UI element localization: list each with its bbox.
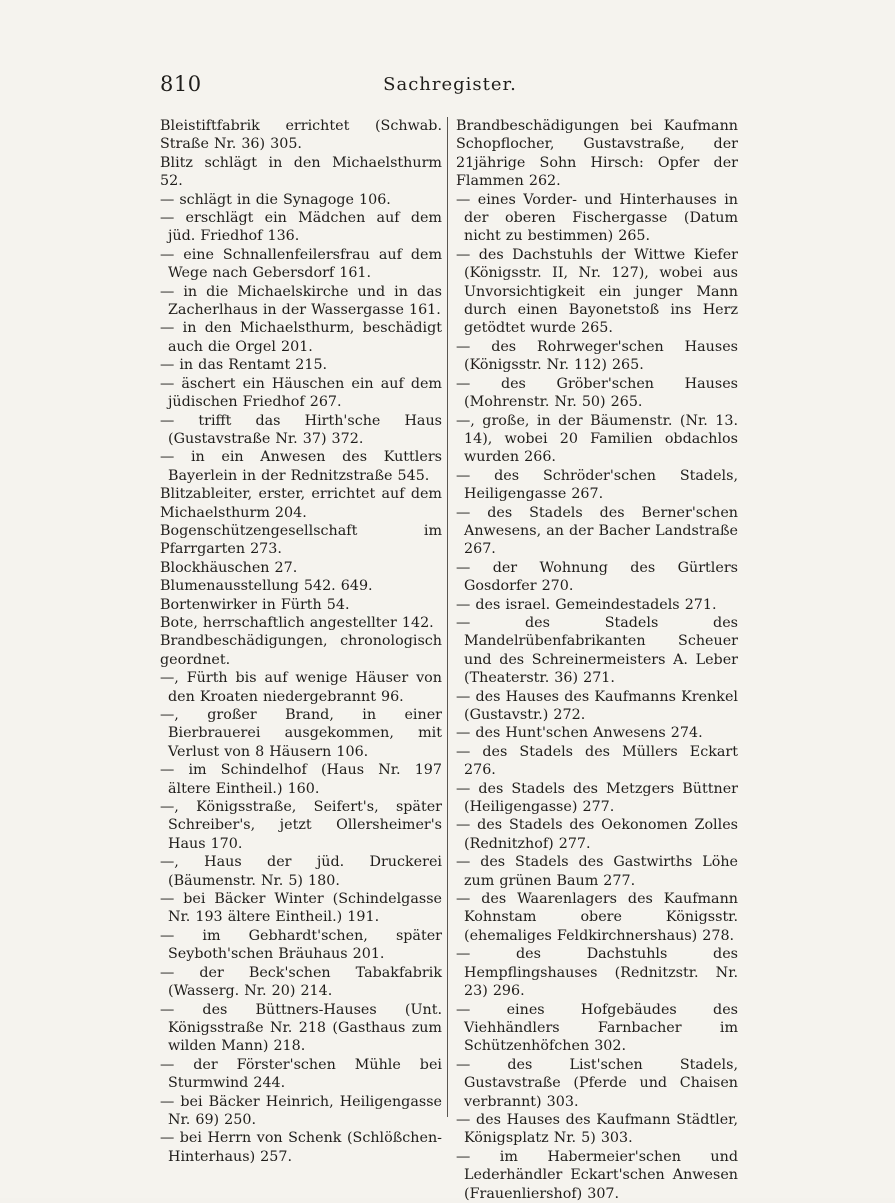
index-entry: — des Stadels des Mandelrübenfabrikanten Scheuer und des Schreinermeisters A. Leber (Theaterstr. 36) 271.: [456, 614, 738, 687]
index-entry: Blockhäuschen 27.: [160, 559, 298, 576]
index-entry: — eines Hofgebäudes des Viehhändlers Farnbacher im Schützenhöfchen 302.: [456, 1001, 738, 1055]
index-entry: — des Hauses des Kaufmanns Krenkel (Gustavstr.) 272.: [456, 688, 738, 723]
index-entry: — im Habermeier'schen und Lederhändler Eckart'schen Anwesen (Frauenliershof) 307.: [456, 1148, 738, 1202]
index-entry: Blumenausstellung 542. 649.: [160, 578, 373, 595]
index-entry: — der Beck'schen Tabakfabrik (Wasserg. Nr. 20) 214.: [160, 964, 442, 1000]
index-entry: —, große, in der Bäumenstr. (Nr. 13. 14), wobei 20 Familien obdachlos wurden 266.: [456, 412, 738, 466]
index-entry: — des Hauses des Kaufmann Städtler, Königsplatz Nr. 5) 303.: [456, 1111, 738, 1147]
index-entry: —, großer Brand, in einer Bierbrauerei ausgekommen, mit Verlust von 8 Häusern 106.: [160, 707, 442, 760]
index-entry: — bei Bäcker Heinrich, Heiligengasse Nr. 69) 250.: [160, 1093, 442, 1128]
index-entry: Bleistiftfabrik errichtet (Schwab. Straße Nr. 36) 305.: [160, 118, 442, 153]
running-title: Sachregister.: [383, 74, 517, 95]
page-header: [160, 72, 740, 102]
index-columns: [160, 117, 740, 1202]
index-entry: Bote, herrschaftlich angestellter 142.: [160, 614, 434, 631]
index-entry: — des Stadels des Müllers Eckart 276.: [456, 743, 738, 779]
index-entry: — des List'schen Stadels, Gustavstraße (Pferde und Chaisen verbrannt) 303.: [456, 1056, 738, 1110]
index-entry: — des Rohrweger'schen Hauses (Königsstr. Nr. 112) 265.: [456, 338, 738, 374]
index-entry: Bortenwirker in Fürth 54.: [160, 596, 350, 613]
index-entry: — des Stadels des Metzgers Büttner (Heiligengasse) 277.: [456, 780, 738, 816]
index-entry: — erschlägt ein Mädchen auf dem jüd. Friedhof 136.: [160, 210, 442, 245]
index-entry: —, Fürth bis auf wenige Häuser von den Kroaten niedergebrannt 96.: [160, 670, 442, 705]
index-entry: — der Förster'schen Mühle bei Sturmwind 244.: [160, 1056, 442, 1092]
index-entry: Brandbeschädigungen bei Kaufmann Schopflocher, Gustavstraße, der 21jährige Sohn Hirsch: Opfer der Flammen 262.: [456, 118, 738, 190]
index-entry: — des Dachstuhls der Wittwe Kiefer (Königsstr. II, Nr. 127), wobei aus Unvorsichtigkeit ein junger Mann durch einen Bayonetstoß ins Herz getödtet wurde 265.: [456, 246, 738, 337]
index-entry: —, Haus der jüd. Druckerei (Bäumenstr. Nr. 5) 180.: [160, 854, 442, 889]
index-entry: — des israel. Gemeindestadels 271.: [456, 596, 717, 613]
index-entry: — im Schindelhof (Haus Nr. 197 ältere Eintheil.) 160.: [160, 762, 442, 797]
index-entry: — bei Bäcker Winter (Schindelgasse Nr. 193 ältere Eintheil.) 191.: [160, 891, 442, 926]
index-entry: Blitzableiter, erster, errichtet auf dem Michaelsthurm 204.: [160, 486, 442, 521]
index-entry: — eines Vorder- und Hinterhauses in der oberen Fischergasse (Datum nicht zu bestimmen) 265.: [456, 191, 738, 245]
index-entry: Bogenschützengesellschaft im Pfarrgarten 273.: [160, 522, 442, 558]
index-entry: Brandbeschädigungen, chronologisch geordnet.: [160, 633, 442, 668]
index-entry: — des Gröber'schen Hauses (Mohrenstr. Nr. 50) 265.: [456, 375, 738, 411]
column-divider: [447, 117, 448, 1117]
left-column: [160, 117, 442, 1165]
index-entry: — des Schröder'schen Stadels, Heiligengasse 267.: [456, 467, 738, 503]
index-entry: — des Hunt'schen Anwesens 274.: [456, 725, 703, 742]
index-entry: — des Dachstuhls des Hempflingshauses (Rednitzstr. Nr. 23) 296.: [456, 946, 738, 1000]
index-entry: — in das Rentamt 215.: [160, 357, 328, 374]
index-entry: Blitz schlägt in den Michaelsthurm 52.: [160, 154, 442, 190]
page-number: 810: [160, 72, 202, 96]
index-entry: — des Stadels des Gastwirths Löhe zum grünen Baum 277.: [456, 854, 738, 889]
index-entry: — des Stadels des Oekonomen Zolles (Rednitzhof) 277.: [456, 817, 738, 852]
index-entry: — bei Herrn von Schenk (Schlößchen-Hinterhaus) 257.: [160, 1130, 442, 1165]
index-entry: — in die Michaelskirche und in das Zacherlhaus in der Wassergasse 161.: [160, 283, 442, 319]
index-entry: — in ein Anwesen des Kuttlers Bayerlein in der Rednitzstraße 545.: [160, 449, 442, 484]
index-entry: — trifft das Hirth'sche Haus (Gustavstraße Nr. 37) 372.: [160, 412, 442, 447]
right-column: [456, 117, 738, 1202]
index-entry: — des Waarenlagers des Kaufmann Kohnstam obere Königsstr. (ehemaliges Feldkirchnershaus) 278.: [456, 891, 738, 944]
index-entry: — des Stadels des Berner'schen Anwesens, an der Bacher Landstraße 267.: [456, 504, 738, 558]
index-entry: — schlägt in die Synagoge 106.: [160, 191, 391, 208]
index-entry: — des Büttners-Hauses (Unt. Königsstraße Nr. 218 (Gasthaus zum wilden Mann) 218.: [160, 1001, 442, 1055]
index-entry: — in den Michaelsthurm, beschädigt auch die Orgel 201.: [160, 320, 442, 355]
index-entry: — eine Schnallenfeilersfrau auf dem Wege nach Gebersdorf 161.: [160, 246, 442, 282]
index-entry: —, Königsstraße, Seifert's, später Schreiber's, jetzt Ollersheimer's Haus 170.: [160, 799, 442, 852]
index-entry: — der Wohnung des Gürtlers Gosdorfer 270.: [456, 559, 738, 595]
index-entry: — im Gebhardt'schen, später Seyboth'schen Bräuhaus 201.: [160, 927, 442, 963]
index-entry: — äschert ein Häuschen ein auf dem jüdischen Friedhof 267.: [160, 375, 442, 411]
